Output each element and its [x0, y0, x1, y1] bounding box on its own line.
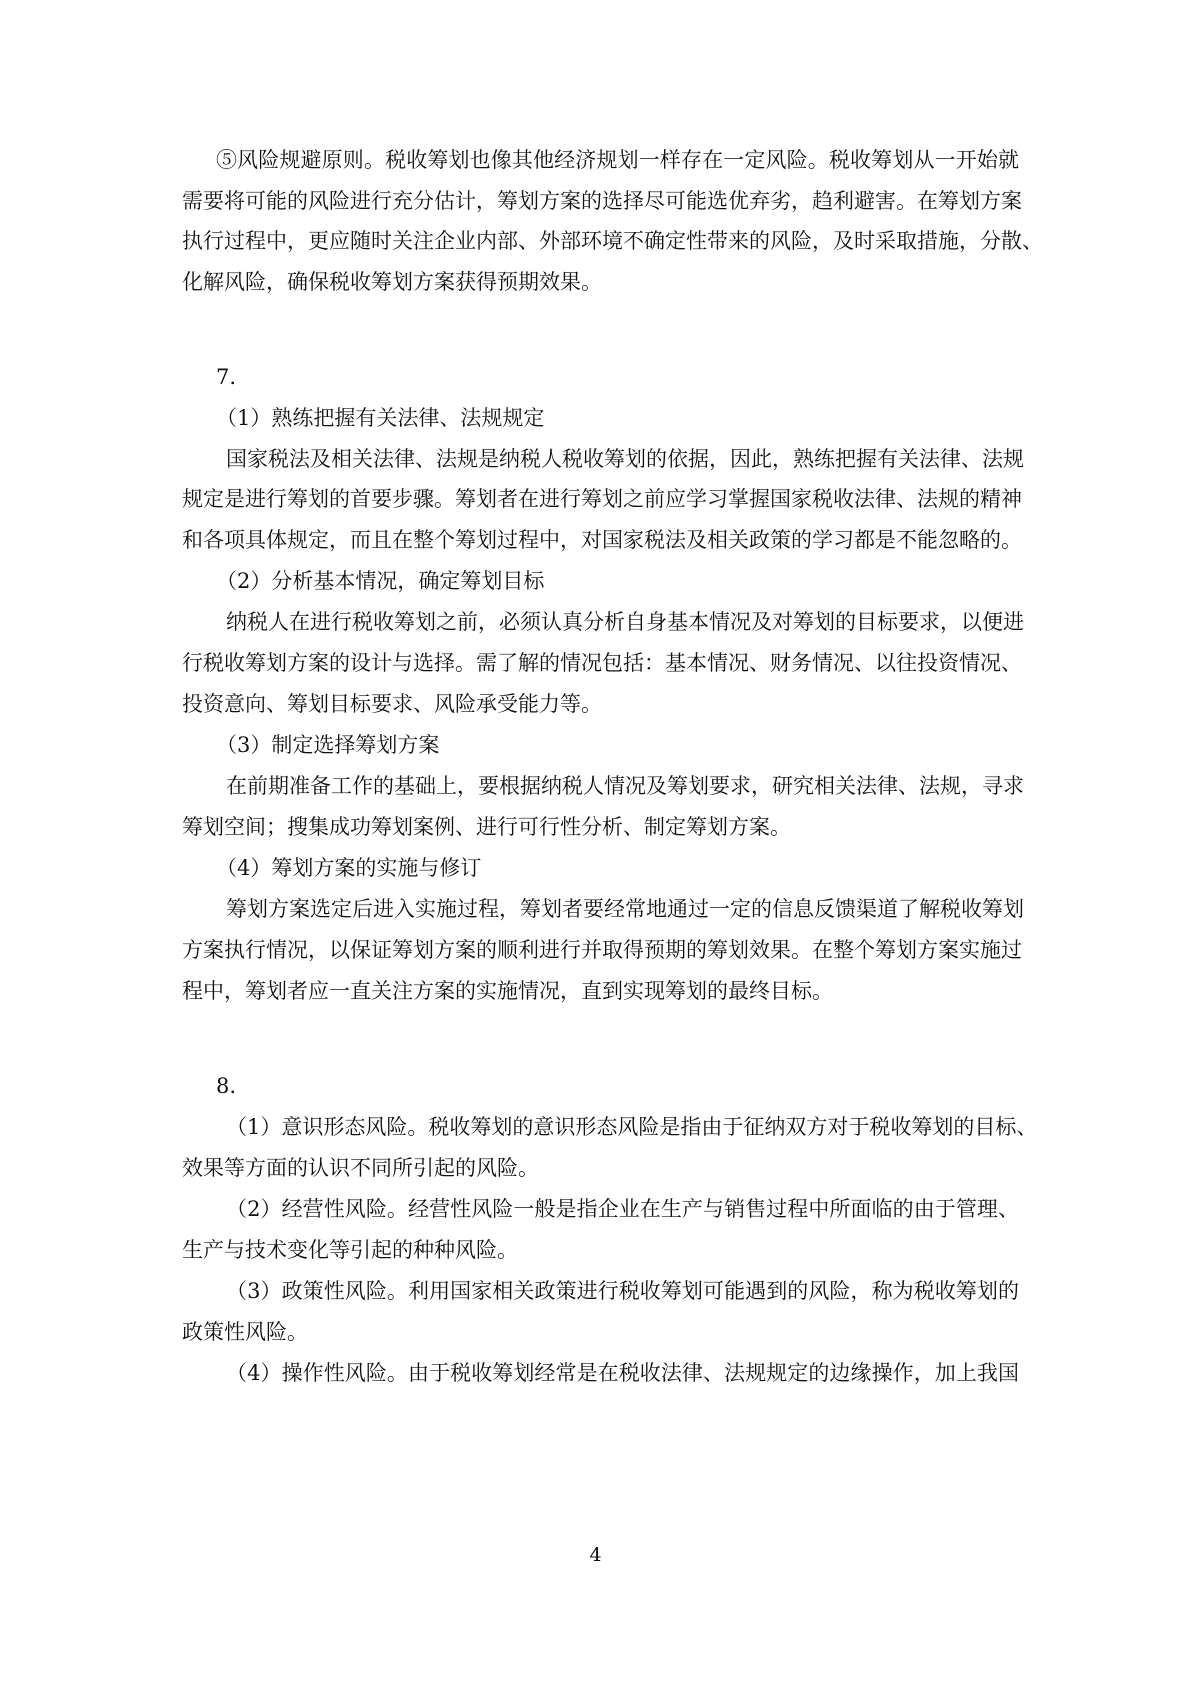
paragraph-7-4-line-3: 程中，筹划者应一直关注方案的实施情况，直到实现筹划的最终目标。: [182, 979, 833, 1003]
paragraph-7-1-line-1: 国家税法及相关法律、法规是纳税人税收筹划的依据，因此，熟练把握有关法律、法规: [226, 447, 1024, 471]
paragraph-7-3-line-1: 在前期准备工作的基础上，要根据纳税人情况及筹划要求，研究相关法律、法规，寻求: [226, 774, 1024, 798]
heading-7-1: （1）熟练把握有关法律、法规规定: [216, 406, 545, 430]
paragraph-7-2-line-2: 行税收筹划方案的设计与选择。需了解的情况包括：基本情况、财务情况、以往投资情况、: [182, 651, 1022, 675]
page-number: 4: [589, 1544, 602, 1566]
paragraph-7-2-line-1: 纳税人在进行税收筹划之前，必须认真分析自身基本情况及对筹划的目标要求，以便进: [226, 610, 1024, 634]
paragraph-7-4-line-1: 筹划方案选定后进入实施过程，筹划者要经常地通过一定的信息反馈渠道了解税收筹划: [226, 897, 1024, 921]
section-number-8: 8.: [216, 1074, 237, 1098]
paragraph-7-3-line-2: 筹划空间；搜集成功筹划案例、进行可行性分析、制定筹划方案。: [182, 815, 791, 839]
paragraph-8-3-line-2: 政策性风险。: [182, 1320, 308, 1344]
paragraph-risk-avoidance-line-1: ⑤风险规避原则。税收筹划也像其他经济规划一样存在一定风险。税收筹划从一开始就: [216, 148, 1019, 172]
paragraph-8-2-line-1: （2）经营性风险。经营性风险一般是指企业在生产与销售过程中所面临的由于管理、: [226, 1197, 1019, 1221]
paragraph-7-1-line-2: 规定是进行筹划的首要步骤。筹划者在进行筹划之前应学习掌握国家税收法律、法规的精神: [182, 487, 1022, 511]
paragraph-7-1-line-3: 和各项具体规定，而且在整个筹划过程中，对国家税法及相关政策的学习都是不能忽略的。: [182, 528, 1022, 552]
paragraph-8-3-line-1: （3）政策性风险。利用国家相关政策进行税收筹划可能遇到的风险，称为税收筹划的: [226, 1279, 1019, 1303]
paragraph-risk-avoidance-line-3: 执行过程中，更应随时关注企业内部、外部环境不确定性带来的风险，及时采取措施，分散、: [182, 229, 1043, 253]
paragraph-8-1-line-1: （1）意识形态风险。税收筹划的意识形态风险是指由于征纳双方对于税收筹划的目标、: [226, 1115, 1038, 1139]
heading-7-4: （4）筹划方案的实施与修订: [216, 856, 482, 880]
heading-7-3: （3）制定选择筹划方案: [216, 733, 440, 757]
paragraph-risk-avoidance-line-2: 需要将可能的风险进行充分估计，筹划方案的选择尽可能选优弃劣，趋利避害。在筹划方案: [182, 189, 1022, 213]
paragraph-7-4-line-2: 方案执行情况，以保证筹划方案的顺利进行并取得预期的筹划效果。在整个筹划方案实施过: [182, 938, 1022, 962]
paragraph-7-2-line-3: 投资意向、筹划目标要求、风险承受能力等。: [182, 692, 602, 716]
paragraph-8-4-line-1: （4）操作性风险。由于税收筹划经常是在税收法律、法规规定的边缘操作，加上我国: [226, 1361, 1019, 1385]
section-number-7: 7.: [216, 365, 237, 389]
paragraph-8-1-line-2: 效果等方面的认识不同所引起的风险。: [182, 1156, 539, 1180]
paragraph-risk-avoidance-line-4: 化解风险，确保税收筹划方案获得预期效果。: [182, 270, 602, 294]
heading-7-2: （2）分析基本情况，确定筹划目标: [216, 569, 545, 593]
paragraph-8-2-line-2: 生产与技术变化等引起的种种风险。: [182, 1238, 518, 1262]
